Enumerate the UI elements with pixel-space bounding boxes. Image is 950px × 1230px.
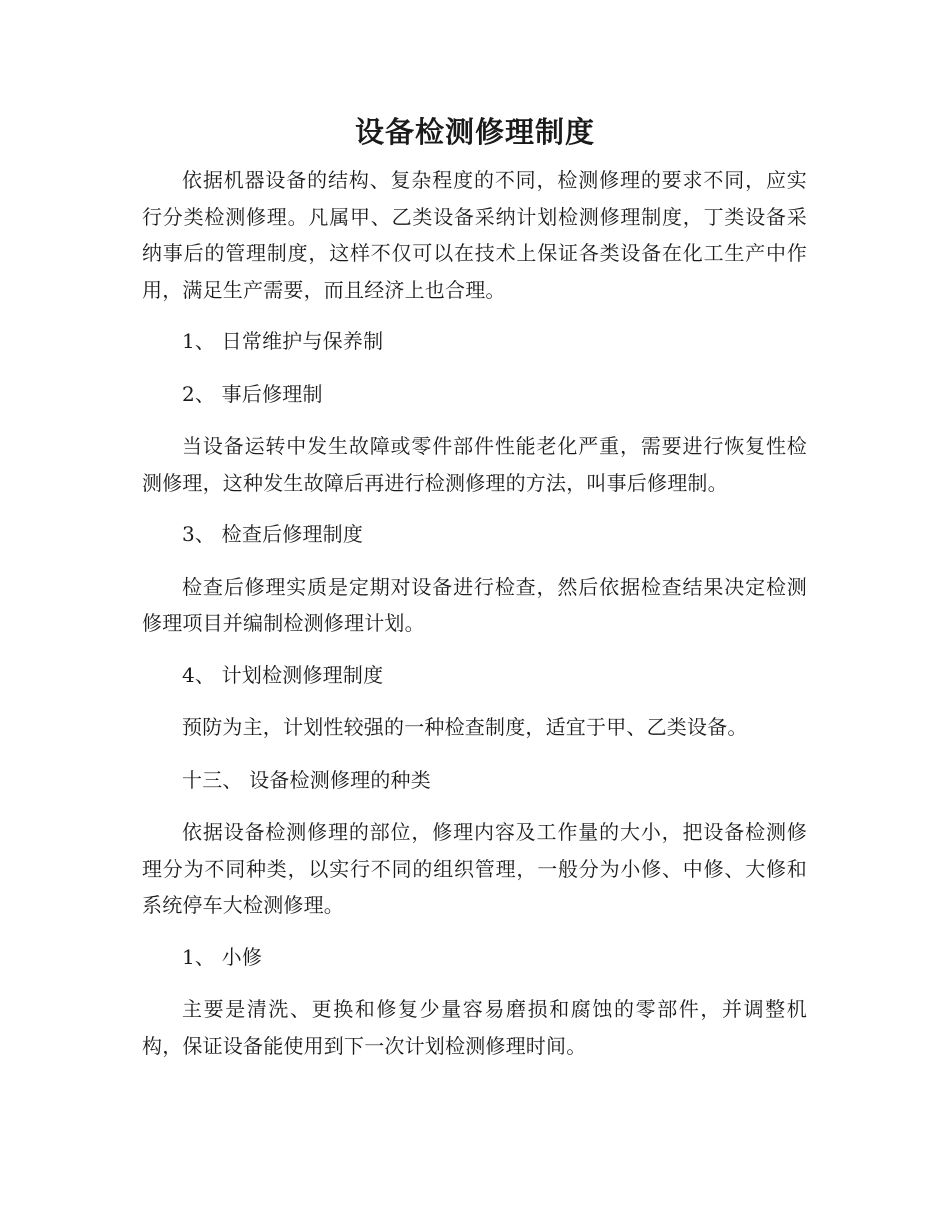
section-heading-13: 十三、 设备检测修理的种类 bbox=[182, 767, 431, 792]
section-heading-2: 2、 事后修理制 bbox=[182, 381, 323, 406]
section-heading-1: 1、 日常维护与保养制 bbox=[182, 329, 384, 353]
paragraph-repair-types: 依据设备检测修理的部位，修理内容及工作量的大小，把设备检测修理分为不同种类，以实行不同的组织管理，一般分为小修、中修、大修和系统停车大检测修理。 bbox=[142, 820, 807, 917]
section-heading-3: 3、 检查后修理制度 bbox=[182, 522, 364, 546]
document-title: 设备检测修理制度 bbox=[354, 115, 595, 149]
paragraph-repair-after: 当设备运转中发生故障或零件部件性能老化严重，需要进行恢复性检测修理，这种发生故障后再进行检测修理的方法，叫事后修理制。 bbox=[142, 434, 807, 495]
paragraph-inspection: 检查后修理实质是定期对设备进行检查，然后依据检查结果决定检测修理项目并编制检测修理计划。 bbox=[142, 574, 807, 635]
section-heading-minor: 1、 小修 bbox=[182, 944, 263, 969]
paragraph-planned: 预防为主，计划性较强的一种检查制度，适宜于甲、乙类设备。 bbox=[182, 715, 748, 739]
section-heading-4: 4、 计划检测修理制度 bbox=[182, 662, 384, 687]
document-body bbox=[142, 162, 807, 1079]
paragraph-minor-repair: 主要是清洗、更换和修复少量容易磨损和腐蚀的零部件，并调整机构，保证设备能使用到下一次计划检测修理时间。 bbox=[142, 997, 807, 1058]
paragraph-intro: 依据机器设备的结构、复杂程度的不同，检测修理的要求不同，应实行分类检测修理。凡属甲、乙类设备采纳计划检测修理制度，丁类设备采纳事后的管理制度，这样不仅可以在技术上保证各类设备在化工生产中作用，满足生产需要，而且经济上也合理。 bbox=[142, 168, 807, 302]
